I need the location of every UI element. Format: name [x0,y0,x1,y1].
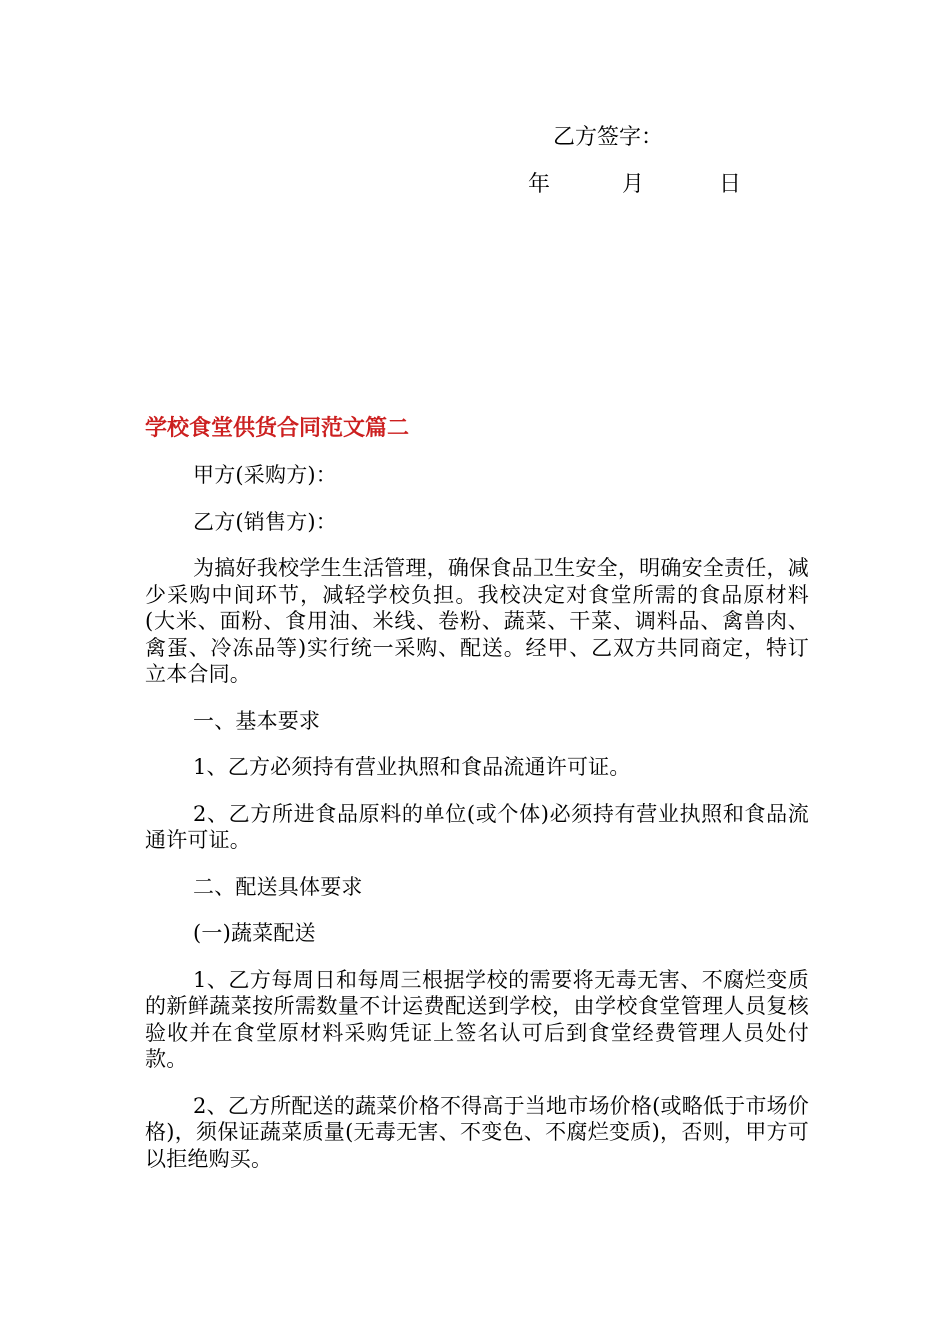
clause-1-2: 2、乙方所进食品原料的单位(或个体)必须持有营业执照和食品流通许可证。 [145,801,809,852]
section-heading-basic-requirements: 一、基本要求 [193,708,321,733]
date-day-label: 日 [719,172,742,197]
date-year-label: 年 [528,172,551,197]
preamble-paragraph: 为搞好我校学生生活管理，确保食品卫生安全，明确安全责任，减少采购中间环节，减轻学校负担。我校决定对食堂所需的食品原材料(大米、面粉、食用油、米线、卷粉、蔬菜、干菜、调料品、禽兽肉、禽蛋、冷冻品等)实行统一采购、配送。经甲、乙双方共同商定，特订立本合同。 [145,556,809,686]
party-a-line: 甲方(采购方)： [193,463,337,487]
date-month-label: 月 [622,172,645,197]
party-b-line: 乙方(销售方)： [193,509,337,534]
party-b-signature-label: 乙方签字： [553,125,664,150]
subsection-heading-vegetable-delivery: (一)蔬菜配送 [193,921,316,945]
document-title: 学校食堂供货合同范文篇二 [145,415,410,441]
clause-1-1: 1、乙方必须持有营业执照和食品流通许可证。 [193,755,631,779]
document-body [145,462,809,1192]
section-heading-delivery-requirements: 二、配送具体要求 [193,874,363,899]
clause-2-2: 2、乙方所配送的蔬菜价格不得高于当地市场价格(或略低于市场价格)，须保证蔬菜质量(无毒无害、不变色、不腐烂变质)，否则，甲方可以拒绝购买。 [145,1093,809,1171]
clause-2-1: 1、乙方每周日和每周三根据学校的需要将无毒无害、不腐烂变质的新鲜蔬菜按所需数量不计运费配送到学校，由学校食堂管理人员复核验收并在食堂原材料采购凭证上签名认可后到食堂经费管理人员处付款。 [145,967,809,1071]
